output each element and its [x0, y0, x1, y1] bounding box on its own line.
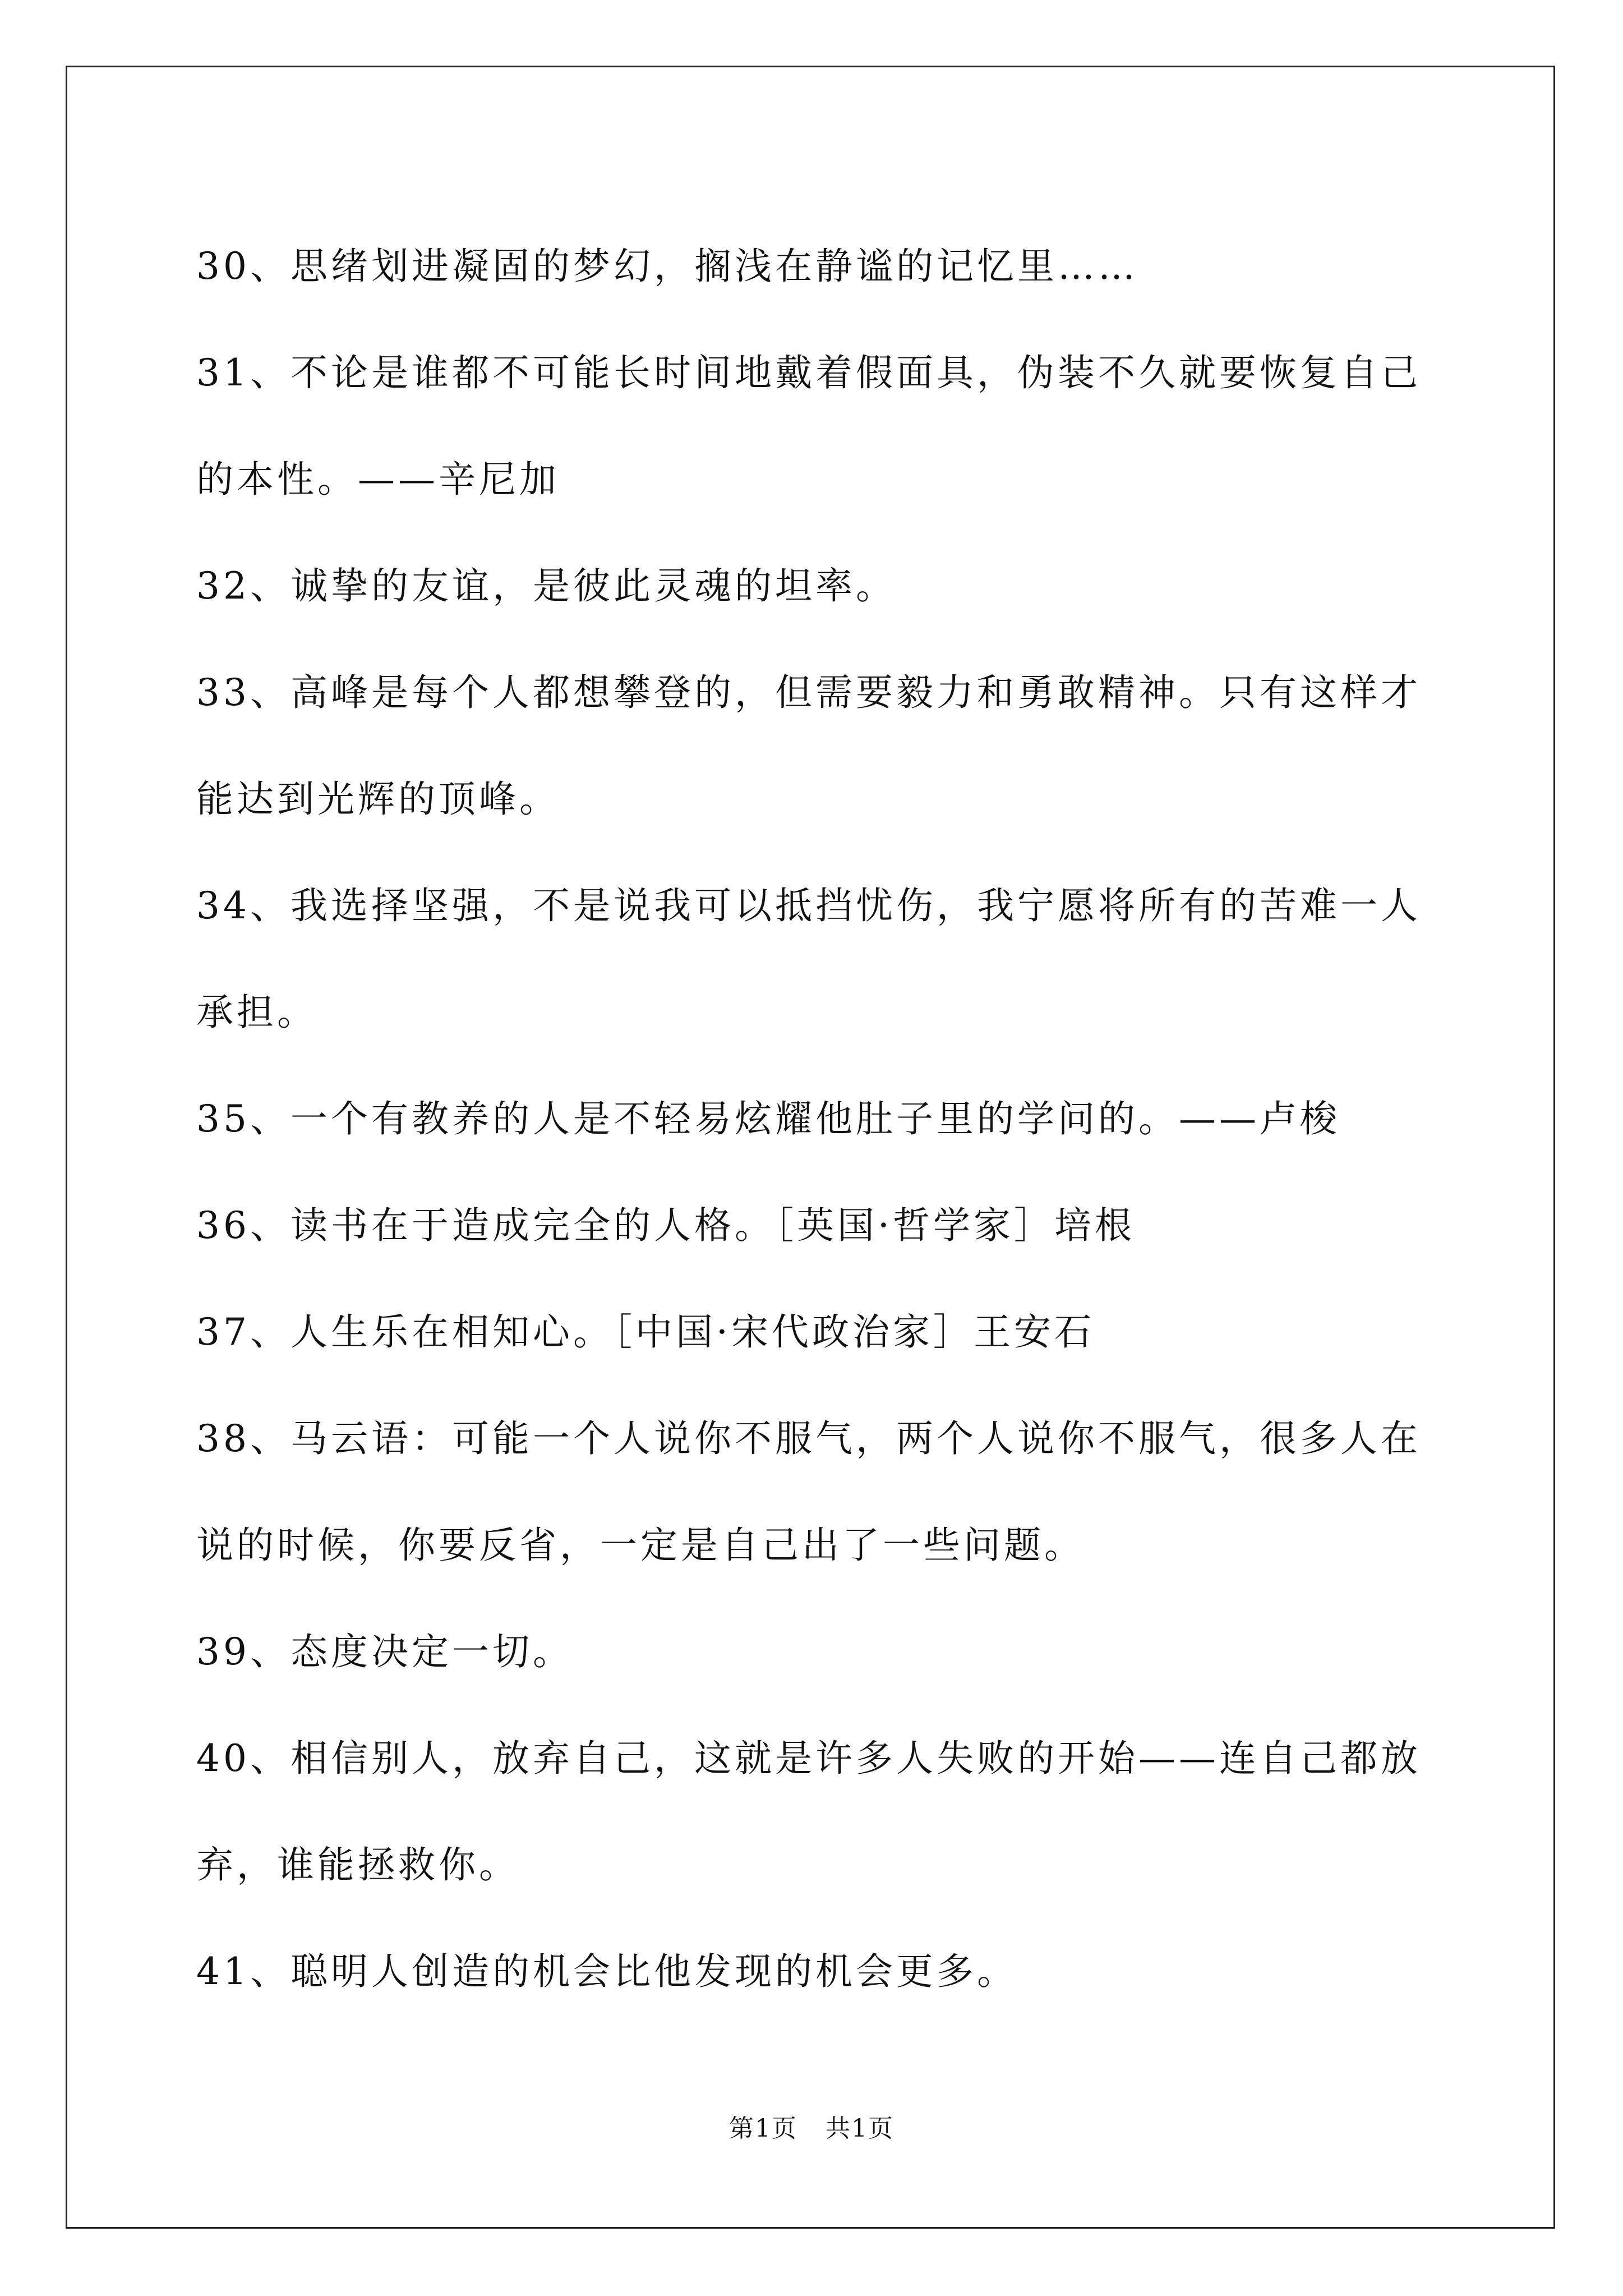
text-line: 38、马云语：可能一个人说你不服气，两个人说你不服气，很多人在	[196, 1417, 1421, 1460]
text-line: 39、态度决定一切。	[196, 1630, 573, 1673]
text-line: 34、我选择坚强，不是说我可以抵挡忧伤，我宁愿将所有的苦难一人	[196, 884, 1421, 927]
text-line: 37、人生乐在相知心。［中国·宋代政治家］王安石	[196, 1310, 1095, 1354]
page-number: 第1页	[729, 2114, 797, 2143]
text-line: 41、聪明人创造的机会比他发现的机会更多。	[196, 1950, 1017, 1993]
page-footer	[0, 2112, 1623, 2146]
text-line: 35、一个有教养的人是不轻易炫耀他肚子里的学问的。——卢梭	[196, 1097, 1340, 1140]
text-line: 33、高峰是每个人都想攀登的，但需要毅力和勇敢精神。只有这样才	[196, 671, 1421, 714]
text-line: 弃，谁能拯救你。	[196, 1843, 519, 1887]
page-total: 共1页	[826, 2114, 894, 2143]
text-line: 说的时候，你要反省，一定是自己出了一些问题。	[196, 1524, 1085, 1567]
document-body	[196, 213, 1447, 2025]
text-line: 32、诚挚的友谊，是彼此灵魂的坦率。	[196, 564, 896, 608]
text-line: 36、读书在于造成完全的人格。［英国·哲学家］培根	[196, 1204, 1135, 1247]
text-line: 40、相信别人，放弃自己，这就是许多人失败的开始——连自己都放	[196, 1737, 1421, 1780]
text-line: 承担。	[196, 991, 317, 1034]
text-line: 的本性。——辛尼加	[196, 458, 560, 501]
text-line: 30、思绪划进凝固的梦幻，搁浅在静谧的记忆里……	[196, 245, 1138, 288]
text-line: 能达到光辉的顶峰。	[196, 777, 560, 821]
text-line: 31、不论是谁都不可能长时间地戴着假面具，伪装不久就要恢复自己	[196, 351, 1421, 394]
